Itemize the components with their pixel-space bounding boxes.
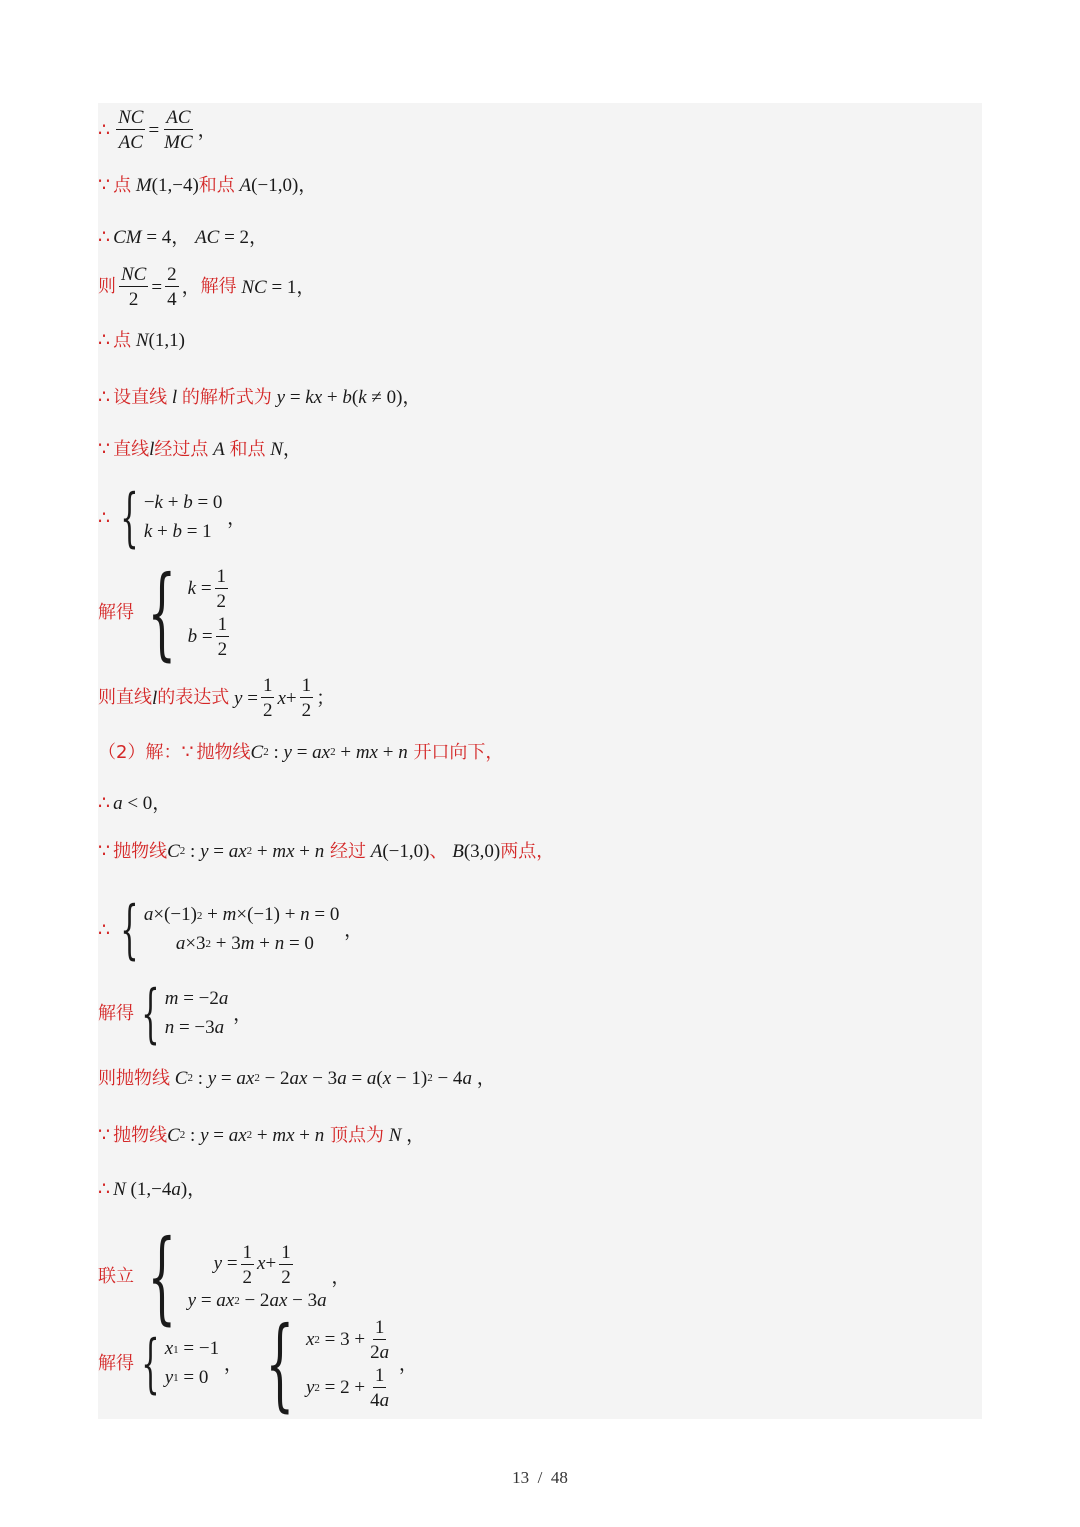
line-expression: 则直线 l 的表达式 y = $\frac{1}{2}$ x + $\frac{1}{2}$ ；	[98, 675, 336, 721]
a-negative-line: ∴ a < 0，	[98, 792, 172, 814]
points-given-line: ∵ 点 M (1,−4) 和点 A (−1,0)，	[98, 174, 318, 196]
part2-line: （2）解： ∵ 抛物线 C 2 : y = ax 2 + mx + n 开口向下，	[98, 741, 504, 763]
kb-system: ∴ { − k + b = 0 k + b = 1 ，	[98, 481, 247, 555]
amn-system: ∴ { a ×(−1) 2 + m ×(−1) + n = 0 a ×3 2 + 3 m + n = 0 ，	[98, 893, 364, 967]
lengths-line: ∴ CM = 4， AC = 2，	[98, 226, 269, 248]
parabola-expression: 则抛物线 C 2 : y = ax 2 − 2 ax − 3 a = a ( x − 1) 2 − 4 a ，	[98, 1067, 496, 1089]
ratio-line: ∴ $\frac{NC}{AC}$ = $\frac{AC}{MC}$ ，	[98, 107, 217, 153]
solve-nc-line: 则 $\frac{NC}{2}$ = $\frac{2}{4}$ ， 解得 NC = 1，	[98, 264, 316, 310]
simultaneous-system: 联立 { y = $\frac{1}{2}$ x + $\frac{1}{2}$ y = ax 2 − 2 ax − 3 a ，	[98, 1218, 351, 1335]
line-passes-line: ∵ 直线 l 经过点 A 和点 N ，	[98, 438, 302, 460]
page-number: 13 / 48	[512, 1468, 568, 1487]
vertex-line: ∵ 抛物线 C 2 : y = ax 2 + mx + n 顶点为 N ，	[98, 1124, 426, 1146]
kb-solution: 解得 { k = $\frac{1}{2}$ b = $\frac{1}{2}$	[98, 554, 228, 671]
parabola-passes-line: ∵ 抛物线 C 2 : y = ax 2 + mx + n 经过 A (−1,0) 、 B (3,0) 两点，	[98, 840, 555, 862]
line-equation-setup: ∴ 设直线 l 的解析式为 y = kx + b ( k ≠ 0)，	[98, 386, 422, 408]
mn-solution: 解得 { m = −2 a n = −3 a ，	[98, 977, 253, 1051]
vertex-coords: ∴ N (1,−4 a )，	[98, 1178, 207, 1200]
final-solution: 解得 { x 1 = −1 y 1 = 0 ， { x 2 = 3 + $\frac{1}{2a}$ y 2 = 2 + $\frac{1}{4a}$ ，	[98, 1305, 418, 1422]
point-n-line: ∴ 点 N (1,1)	[98, 329, 185, 351]
